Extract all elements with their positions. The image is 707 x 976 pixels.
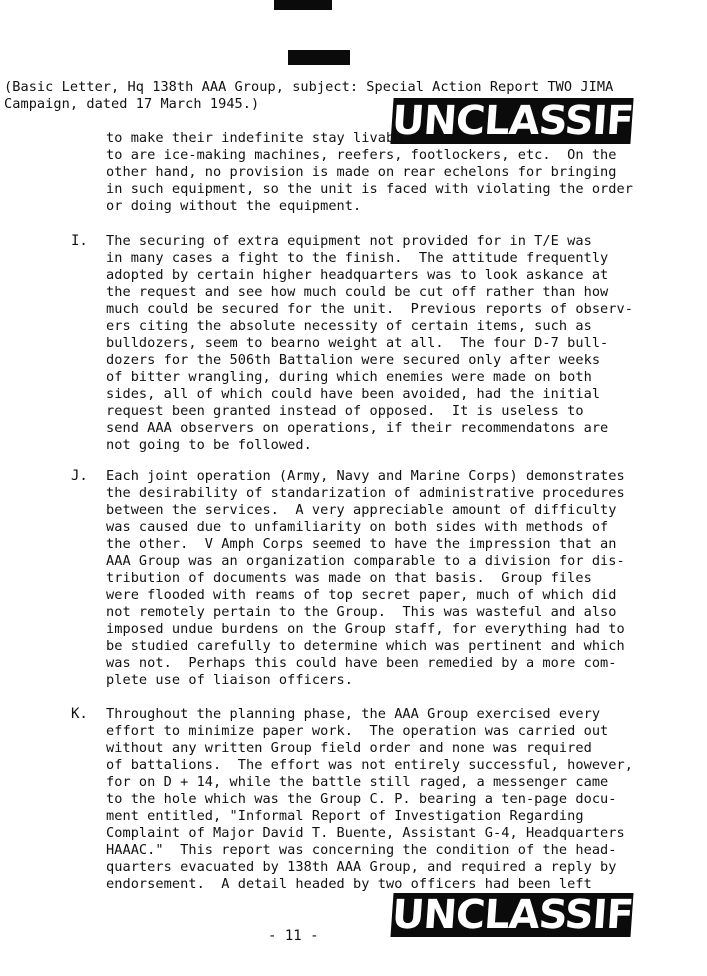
classification-stamp-bottom: UNCLASSIFIED	[390, 892, 707, 938]
section-marker-k: K.	[71, 706, 88, 722]
section-i-line: not going to be followed.	[106, 437, 312, 453]
section-i-line: adopted by certain higher headquarters was to look askance at	[106, 267, 609, 283]
section-k-line: of battalions. The effort was not entirely successful, however,	[106, 757, 633, 773]
section-marker-i: I.	[71, 233, 88, 249]
header-line-2: Campaign, dated 17 March 1945.)	[4, 96, 260, 112]
section-i-line: the request and see how much could be cut off rather than how	[106, 284, 609, 300]
intro-paragraph	[106, 130, 633, 215]
section-k-paragraph	[106, 706, 633, 893]
intro-line: in such equipment, so the unit is faced with violating the order	[106, 181, 633, 197]
section-j-line: were flooded with reams of top secret paper, much of which did	[106, 587, 617, 603]
section-j-line: was not. Perhaps this could have been remedied by a more com-	[106, 655, 617, 671]
section-j-line: was caused due to unfamiliarity on both sides with methods of	[106, 519, 609, 535]
section-k-line: ment entitled, "Informal Report of Investigation Regarding	[106, 808, 584, 824]
section-k-line: for on D + 14, while the battle still raged, a messenger came	[106, 774, 609, 790]
section-j-line: not remotely pertain to the Group. This was wasteful and also	[106, 604, 617, 620]
section-i-paragraph	[106, 233, 633, 454]
section-i-line: of bitter wrangling, during which enemies were made on both	[106, 369, 592, 385]
section-k-line: to the hole which was the Group C. P. bearing a ten-page docu-	[106, 791, 617, 807]
section-j-line: imposed undue burdens on the Group staff, for everything had to	[106, 621, 625, 637]
intro-line: to make their indefinite stay livable	[106, 130, 411, 146]
section-j-line: the other. V Amph Corps seemed to have the impression that an	[106, 536, 617, 552]
section-j-line: the desirability of standarization of administrative procedures	[106, 485, 625, 501]
section-k-line: HAAAC." This report was concerning the condition of the head-	[106, 842, 617, 858]
classification-stamp-top: UNCLASSIFIED	[390, 98, 707, 144]
section-j-line: between the services. A very appreciable amount of difficulty	[106, 502, 617, 518]
section-i-line: send AAA observers on operations, if their recommendatons are	[106, 420, 609, 436]
section-j-line: be studied carefully to determine which was pertinent and which	[106, 638, 625, 654]
section-i-line: in many cases a fight to the finish. The attitude frequently	[106, 250, 609, 266]
section-marker-j: J.	[71, 468, 88, 484]
page-number: - 11 -	[268, 928, 319, 944]
intro-line: or doing without the equipment.	[106, 198, 362, 214]
intro-line: to are ice-making machines, reefers, footlockers, etc. On the	[106, 147, 617, 163]
section-k-line: Throughout the planning phase, the AAA Group exercised every	[106, 706, 601, 722]
section-i-line: dozers for the 506th Battalion were secured only after weeks	[106, 352, 601, 368]
redaction-bar-upper	[288, 50, 350, 65]
section-j-line: AAA Group was an organization comparable to a division for dis-	[106, 553, 625, 569]
redaction-bar-top	[274, 0, 332, 10]
section-i-line: The securing of extra equipment not provided for in T/E was	[106, 233, 592, 249]
section-k-line: quarters evacuated by 138th AAA Group, and required a reply by	[106, 859, 617, 875]
section-k-line: without any written Group field order and none was required	[106, 740, 592, 756]
section-j-line: plete use of liaison officers.	[106, 672, 354, 688]
section-j-line: tribution of documents was made on that basis. Group files	[106, 570, 592, 586]
header-line-1: (Basic Letter, Hq 138th AAA Group, subject: Special Action Report TWO JIMA	[4, 79, 614, 95]
intro-line: other hand, no provision is made on rear echelons for bringing	[106, 164, 617, 180]
section-j-paragraph	[106, 468, 625, 689]
section-i-line: request been granted instead of opposed. It is useless to	[106, 403, 584, 419]
section-j-line: Each joint operation (Army, Navy and Marine Corps) demonstrates	[106, 468, 625, 484]
section-i-line: bulldozers, seem to bearno weight at all. The four D-7 bull-	[106, 335, 609, 351]
section-i-line: ers citing the absolute necessity of certain items, such as	[106, 318, 592, 334]
section-k-line: Complaint of Major David T. Buente, Assistant G-4, Headquarters	[106, 825, 625, 841]
section-k-line: effort to minimize paper work. The operation was carried out	[106, 723, 609, 739]
section-i-line: much could be secured for the unit. Previous reports of observ-	[106, 301, 633, 317]
section-k-line: endorsement. A detail headed by two officers had been left	[106, 876, 592, 892]
section-i-line: sides, all of which could have been avoided, had the initial	[106, 386, 601, 402]
